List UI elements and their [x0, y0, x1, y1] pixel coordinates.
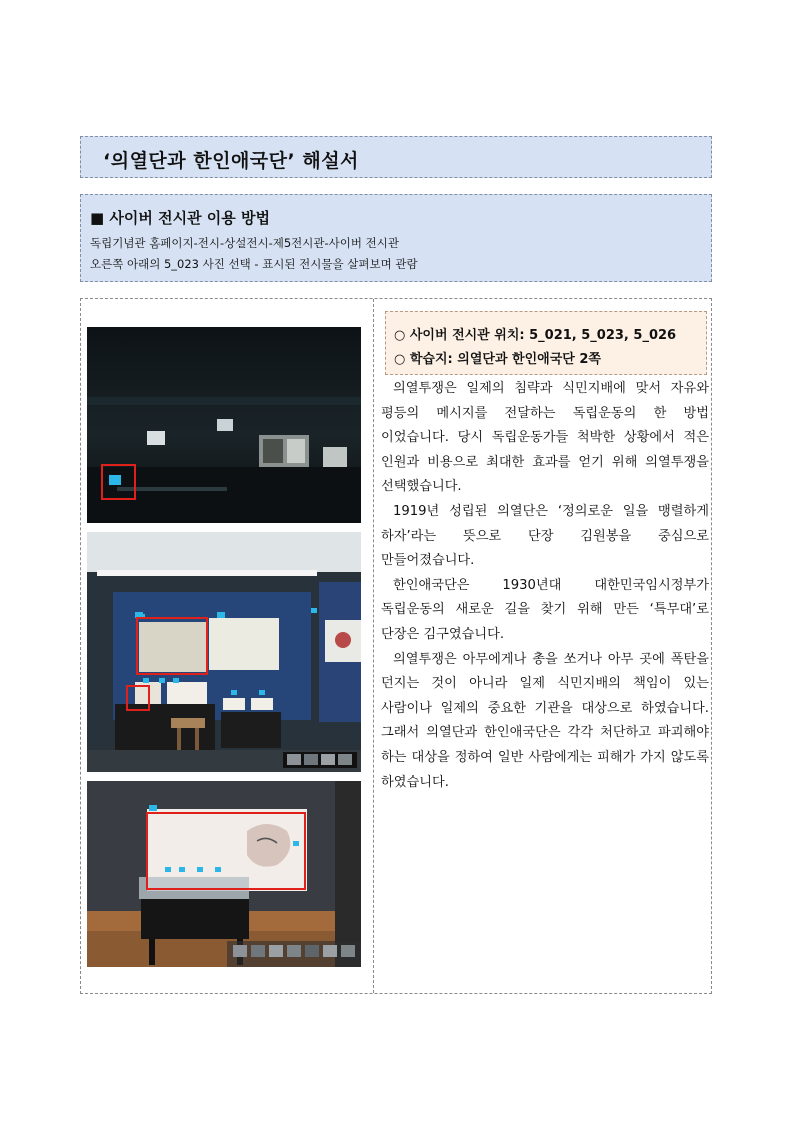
exhibit-photo-hall [87, 327, 361, 523]
explanation-text [381, 377, 709, 795]
worksheet-reference: ○ 학습지: 의열단과 한인애국단 2쪽 [394, 352, 601, 367]
column-divider [373, 299, 374, 993]
document-title: ‘의열단과 한인애국단’ 해설서 [103, 150, 359, 172]
info-box [385, 311, 707, 375]
document-title-box [80, 136, 712, 178]
usage-method-heading: ■ 사이버 전시관 이용 방법 [90, 209, 270, 227]
content-box [80, 298, 712, 994]
usage-method-path: 독립기념관 홈페이지-전시-상설전시-제5전시관-사이버 전시관 [90, 236, 399, 250]
exhibit-photo-case [87, 532, 361, 772]
paragraph-uiyeol-struggle: 의열투쟁은 일제의 침략과 식민지배에 맞서 자유와 평등의 메시지를 전달하는 독립운동의 한 방법 이었습니다. 당시 독립운동가들 척박한 상황에서 적은 인원과 비용으로 최대한 효과를 얻기 위해 의열투쟁을 선택했습니다. [381, 381, 709, 495]
paragraph-uiyeoldan: 1919년 성립된 의열단은 ‘정의로운 일을 맹렬하게 하자’라는 뜻으로 단장 김원봉을 중심으로 만들어졌습니다. [381, 503, 709, 569]
usage-method-box [80, 194, 712, 282]
paragraph-hanin-aegukdan: 한인애국단은 1930년대 대한민국임시정부가 독립운동의 새로운 길을 찾기 위해 만든 ‘특무대’로 단장은 김구였습니다. [381, 577, 709, 642]
usage-method-instruction: 오른쪽 아래의 5_023 사진 선택 - 표시된 전시물을 살펴보며 관람 [90, 257, 418, 271]
cyber-location: ○ 사이버 전시관 위치: 5_021, 5_023, 5_026 [394, 328, 677, 343]
paragraph-targets: 의열투쟁은 아무에게나 총을 쏘거나 아무 곳에 폭탄을 던지는 것이 아니라 일제 식민지배의 책임이 있는 사람이나 일제의 중요한 기관을 대상으로 하였습니다. 그래서 의열단과 한인애국단은 각각 처단하고 파괴해야 하는 대상을 정하여 일반 사람에게는 피해가 가지 않도록 하였습니다. [381, 651, 709, 790]
exhibit-photo-panel [87, 781, 361, 967]
